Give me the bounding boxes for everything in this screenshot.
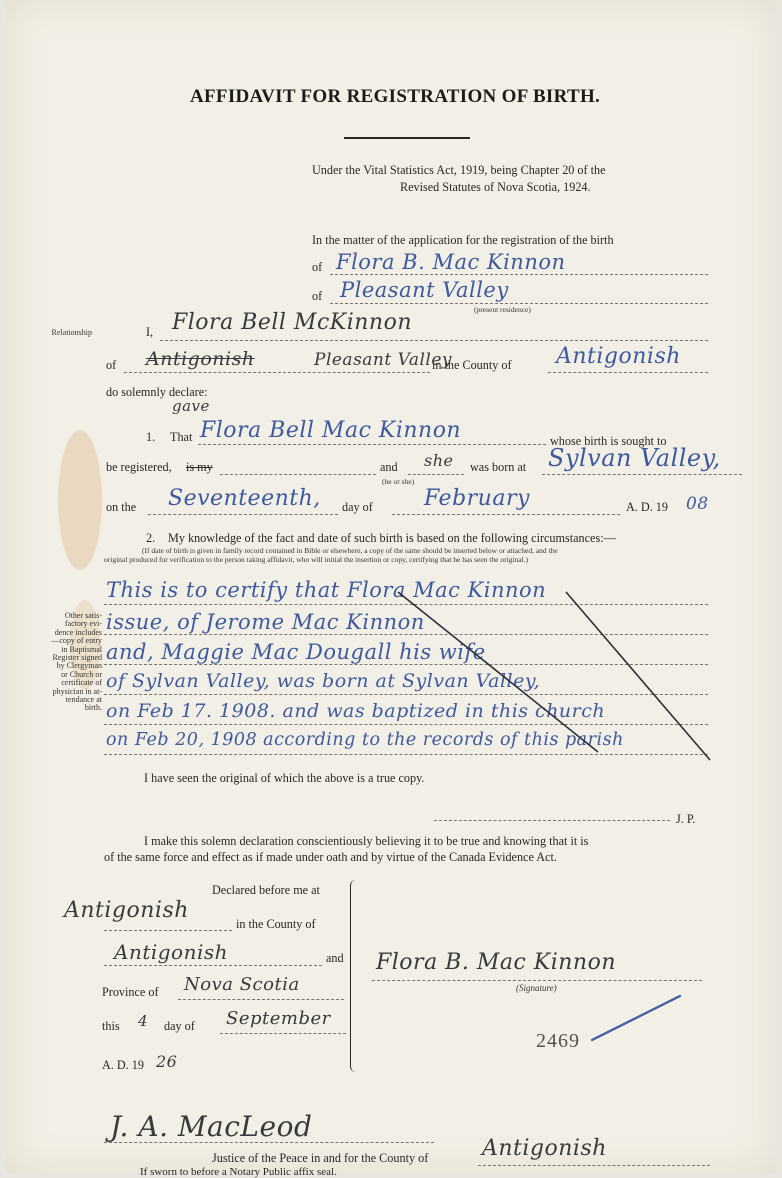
registration-number: 2469	[536, 1030, 580, 1052]
of-label: of	[312, 289, 323, 303]
relationship-label: Relationship	[51, 328, 92, 337]
page-title: AFFIDAVIT FOR REGISTRATION OF BIRTH.	[190, 86, 601, 107]
notary-note: If sworn to before a Notary Public affix seal.	[140, 1166, 337, 1178]
whose-birth-text: whose birth is sought to	[550, 434, 667, 448]
fill-line	[220, 1033, 346, 1034]
signature-caption: (Signature)	[516, 983, 557, 993]
fill-line	[104, 1142, 434, 1143]
fill-line	[178, 999, 344, 1000]
residence-caption: (present residence)	[474, 305, 531, 314]
in-county-label: in the County of	[236, 917, 316, 931]
that-label: That	[170, 430, 193, 444]
province-field: Nova Scotia	[184, 974, 300, 995]
item2-number: 2.	[146, 531, 156, 545]
item2-text: My knowledge of the fact and date of such birth is based on the following circumstances:—	[168, 531, 616, 545]
fill-line	[478, 1165, 710, 1166]
jp-signature-line	[434, 820, 670, 821]
day-of-label: day of	[164, 1019, 195, 1033]
matter-intro: In the matter of the application for the registration of the birth	[312, 233, 614, 247]
solemnly-declare: do solemnly declare:	[106, 385, 208, 399]
declared-county-field: Antigonish	[114, 940, 229, 964]
declarant-name-field: Flora Bell McKinnon	[172, 310, 412, 335]
circumstance-line: of Sylvan Valley, was born at Sylvan Valley,	[106, 670, 541, 692]
be-registered-text: be registered,	[106, 460, 172, 474]
act-line-1: Under the Vital Statistics Act, 1919, being Chapter 20 of the	[312, 163, 606, 177]
fill-line	[104, 965, 322, 966]
circumstance-line: on Feb 20, 1908 according to the records of this parish	[106, 730, 624, 750]
jp-label: J. P.	[676, 812, 696, 826]
act-line-2: Revised Statutes of Nova Scotia, 1924.	[400, 180, 591, 194]
solemn-line-2: of the same force and effect as if made under oath and by virtue of the Canada Evidence Act.	[104, 850, 557, 864]
declared-place-field: Antigonish	[64, 898, 189, 923]
residence-field: Pleasant Valley	[340, 278, 509, 302]
this-label: this	[102, 1019, 120, 1033]
county-label: in the County of	[432, 358, 512, 372]
birth-month-field: February	[424, 486, 530, 511]
circumstance-line: on Feb 17. 1908. and was baptized in this church	[106, 700, 606, 722]
declarant-county-field: Antigonish	[556, 344, 681, 369]
born-at-label: was born at	[470, 460, 527, 474]
and-label: and	[326, 951, 344, 965]
signature-field: Flora B. Mac Kinnon	[376, 950, 617, 975]
ad-label: A. D. 19	[102, 1058, 144, 1072]
item1-number: 1.	[146, 430, 156, 444]
declaration-brace	[350, 880, 361, 1072]
of-label: of	[106, 358, 117, 372]
declared-day-field: 4	[138, 1012, 149, 1030]
declared-month-field: September	[226, 1008, 331, 1029]
subject-name-field: Flora Bell Mac Kinnon	[200, 418, 462, 443]
declared-year-field: 26	[156, 1052, 178, 1071]
item2-note-2: original produced for verification to the person taking affidavit, who will initial the insertion or copy, certifying that he has seen the original.)	[104, 555, 529, 564]
declarant-place-field: Pleasant Valley	[314, 350, 453, 370]
circumstance-line: This is to certify that Flora Mac Kinnon	[106, 578, 547, 602]
seen-original-text: I have seen the original of which the above is a true copy.	[144, 771, 425, 785]
and-label: and	[380, 460, 398, 474]
circumstance-line: issue, of Jerome Mac Kinnon	[106, 610, 425, 634]
solemn-line-1: I make this solemn declaration conscientiously believing it to be true and knowing that it is	[144, 834, 589, 848]
on-the-label: on the	[106, 500, 137, 514]
justice-county-field: Antigonish	[482, 1136, 607, 1161]
birth-place-field: Sylvan Valley,	[548, 444, 721, 472]
justice-signature: J. A. MacLeod	[110, 1110, 313, 1143]
item2-note-1: (If date of birth is given in family record contained in Bible or elsewhere, a copy of the same should be inserted below or attached, and the	[142, 546, 558, 555]
justice-text: Justice of the Peace in and for the County of	[212, 1151, 429, 1165]
child-name-field: Flora B. Mac Kinnon	[336, 250, 566, 274]
side-note: Other satis- factory evi- dence includes —copy of entry in Baptismal Register signed by Clergyman or Church or certificate of physician in at- tendance at birth.	[51, 611, 102, 713]
circumstance-line: and, Maggie Mac Dougall his wife	[106, 640, 486, 664]
pronoun-field: she	[424, 451, 454, 470]
birth-year-field: 08	[686, 494, 709, 514]
ad-label: A. D. 19	[626, 500, 668, 514]
of-label: of	[312, 260, 323, 274]
i-label: I,	[146, 325, 154, 339]
day-of-label: day of	[342, 500, 373, 514]
signature-line	[372, 980, 702, 981]
province-label: Province of	[102, 985, 159, 999]
inserted-word: gave	[172, 397, 210, 415]
birth-day-field: Seventeenth,	[168, 486, 321, 511]
struck-place: Antigonish	[146, 348, 255, 370]
he-or-she-caption: (he or she)	[382, 477, 415, 486]
declared-before-text: Declared before me at	[212, 883, 320, 897]
fill-line	[104, 930, 232, 931]
struck-is-my: is my	[186, 460, 213, 474]
